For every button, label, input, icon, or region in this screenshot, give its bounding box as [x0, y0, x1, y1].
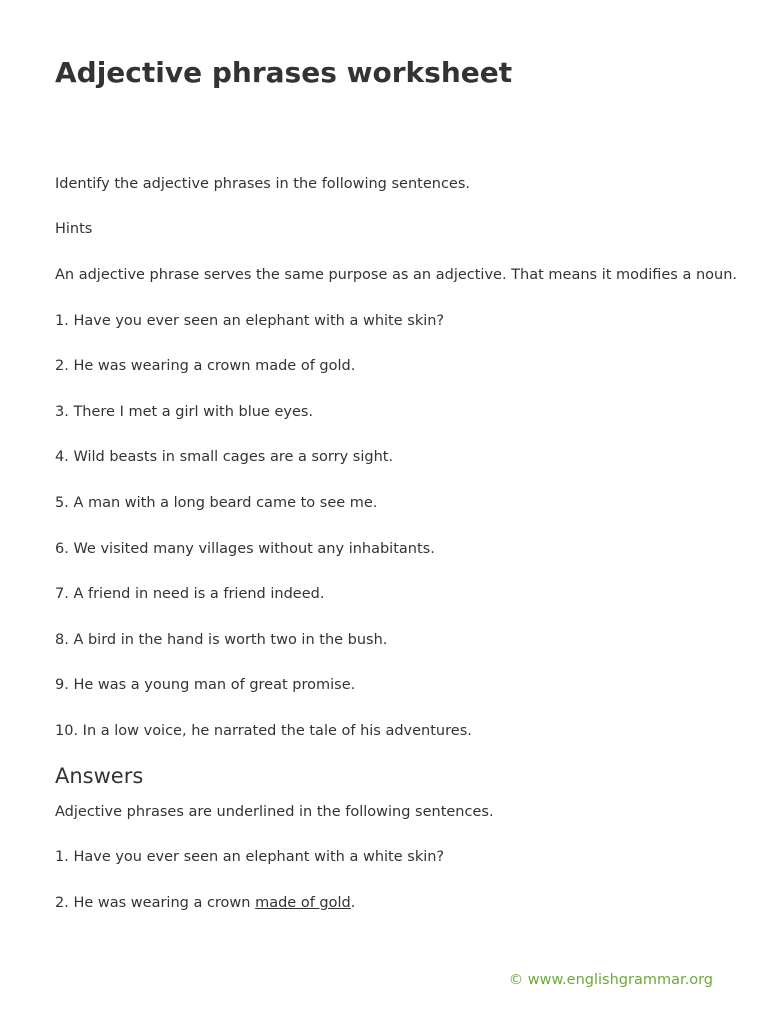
- question-item: 5. A man with a long beard came to see me.: [55, 495, 378, 511]
- page-title: Adjective phrases worksheet: [55, 56, 513, 89]
- question-item: 4. Wild beasts in small cages are a sorry sight.: [55, 449, 394, 465]
- footer-copyright: © www.englishgrammar.org: [508, 972, 713, 988]
- answer-item: [55, 893, 355, 913]
- question-item: 8. A bird in the hand is worth two in the bush.: [55, 632, 388, 648]
- answer-text: 1. Have you ever seen an elephant with a white skin?: [55, 849, 445, 865]
- question-item: 1. Have you ever seen an elephant with a white skin?: [55, 313, 445, 329]
- answers-intro: Adjective phrases are underlined in the following sentences.: [55, 804, 494, 820]
- answer-text: 2. He was wearing a crown: [55, 895, 256, 911]
- answers-heading: Answers: [55, 764, 144, 788]
- instruction-text: Identify the adjective phrases in the following sentences.: [55, 176, 471, 192]
- underlined-adjective-phrase: made of gold: [255, 895, 351, 911]
- question-item: 3. There I met a girl with blue eyes.: [55, 404, 314, 420]
- answer-item: [55, 847, 444, 867]
- answer-text-end: .: [350, 895, 356, 911]
- question-item: 2. He was wearing a crown made of gold.: [55, 358, 356, 374]
- hints-label: Hints: [55, 221, 93, 237]
- hint-text: An adjective phrase serves the same purpose as an adjective. That means it modifies a noun.: [55, 267, 738, 283]
- question-item: 9. He was a young man of great promise.: [55, 677, 356, 693]
- question-item: 6. We visited many villages without any inhabitants.: [55, 541, 435, 557]
- question-item: 7. A friend in need is a friend indeed.: [55, 586, 325, 602]
- question-item: 10. In a low voice, he narrated the tale of his adventures.: [55, 723, 472, 739]
